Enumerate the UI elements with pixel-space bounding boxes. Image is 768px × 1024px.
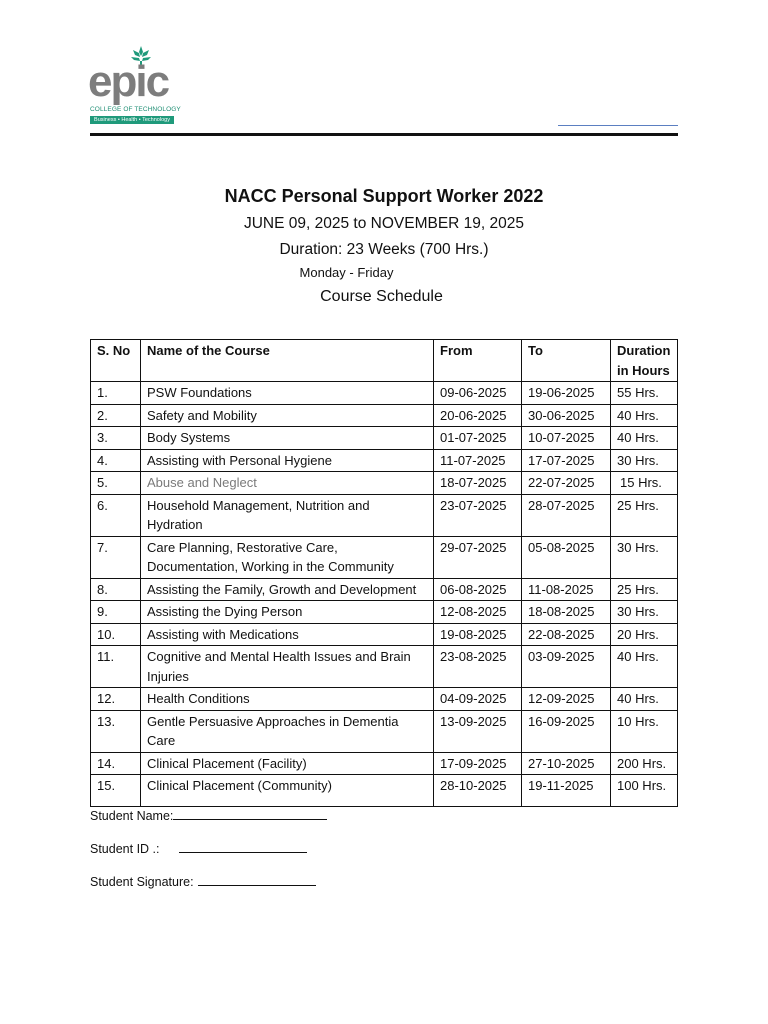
cell-sno: 12. [91,688,141,711]
student-id-field[interactable] [179,840,307,853]
cell-from: 11-07-2025 [434,449,522,472]
header-from: From [434,340,522,382]
student-id-label: Student ID .: [90,842,160,856]
cell-hours: 10 Hrs. [611,710,678,752]
cell-to: 16-09-2025 [522,710,611,752]
cell-hours: 200 Hrs. [611,752,678,775]
cell-hours: 100 Hrs. [611,775,678,807]
table-row [91,752,678,775]
cell-to: 19-06-2025 [522,382,611,405]
table-row [91,404,678,427]
cell-sno: 10. [91,623,141,646]
cell-to: 17-07-2025 [522,449,611,472]
cell-course-name: Abuse and Neglect [141,472,434,495]
cell-course-name: Clinical Placement (Facility) [141,752,434,775]
cell-to: 10-07-2025 [522,427,611,450]
cell-from: 18-07-2025 [434,472,522,495]
cell-to: 27-10-2025 [522,752,611,775]
cell-course-name: Assisting with Personal Hygiene [141,449,434,472]
header-sno: S. No [91,340,141,382]
cell-from: 20-06-2025 [434,404,522,427]
cell-from: 13-09-2025 [434,710,522,752]
cell-to: 28-07-2025 [522,494,611,536]
cell-from: 19-08-2025 [434,623,522,646]
cell-to: 12-09-2025 [522,688,611,711]
cell-sno: 7. [91,536,141,578]
header-duration: Duration in Hours [611,340,678,382]
cell-hours: 40 Hrs. [611,404,678,427]
student-name-field[interactable] [173,807,327,820]
cell-from: 09-06-2025 [434,382,522,405]
cell-course-name: Health Conditions [141,688,434,711]
cell-sno: 15. [91,775,141,807]
table-row [91,601,678,624]
cell-from: 04-09-2025 [434,688,522,711]
cell-from: 06-08-2025 [434,578,522,601]
logo-wordmark: epic [88,57,169,106]
header-course-name: Name of the Course [141,340,434,382]
cell-course-name: Body Systems [141,427,434,450]
student-signature-row [90,873,316,889]
student-signature-label: Student Signature: [90,875,194,889]
cell-from: 17-09-2025 [434,752,522,775]
cell-course-name: Safety and Mobility [141,404,434,427]
cell-to: 19-11-2025 [522,775,611,807]
cell-from: 23-07-2025 [434,494,522,536]
cell-course-name: Assisting the Family, Growth and Development [141,578,434,601]
cell-course-name: PSW Foundations [141,382,434,405]
table-row [91,775,678,807]
header-to: To [522,340,611,382]
header-divider [90,133,678,136]
student-signature-field[interactable] [198,873,316,886]
cell-course-name: Gentle Persuasive Approaches in Dementia Care [141,710,434,752]
document-title: NACC Personal Support Worker 2022 [224,186,544,206]
table-row [91,449,678,472]
cell-course-name: Cognitive and Mental Health Issues and Brain Injuries [141,646,434,688]
college-logo [88,44,181,128]
table-row [91,646,678,688]
document-titles [0,183,768,311]
table-row [91,623,678,646]
cell-sno: 2. [91,404,141,427]
cell-sno: 5. [91,472,141,495]
cell-to: 18-08-2025 [522,601,611,624]
cell-course-name: Household Management, Nutrition and Hydration [141,494,434,536]
cell-sno: 11. [91,646,141,688]
cell-course-name: Clinical Placement (Community) [141,775,434,807]
program-duration: Duration: 23 Weeks (700 Hrs.) [279,241,489,258]
cell-course-name: Assisting the Dying Person [141,601,434,624]
program-dates: JUNE 09, 2025 to NOVEMBER 19, 2025 [243,215,524,232]
table-row [91,688,678,711]
table-row [91,494,678,536]
cell-from: 23-08-2025 [434,646,522,688]
program-days: Monday - Friday [299,265,394,280]
cell-from: 12-08-2025 [434,601,522,624]
student-name-row [90,807,327,823]
cell-sno: 4. [91,449,141,472]
cell-hours: 20 Hrs. [611,623,678,646]
table-row [91,710,678,752]
cell-sno: 6. [91,494,141,536]
table-row [91,536,678,578]
schedule-heading: Course Schedule [320,288,443,305]
cell-hours: 15 Hrs. [611,472,678,495]
cell-hours: 30 Hrs. [611,536,678,578]
cell-to: 11-08-2025 [522,578,611,601]
table-row [91,427,678,450]
cell-to: 03-09-2025 [522,646,611,688]
cell-sno: 13. [91,710,141,752]
cell-sno: 1. [91,382,141,405]
logo-subtitle: COLLEGE OF TECHNOLOGY [90,106,181,113]
cell-from: 01-07-2025 [434,427,522,450]
course-schedule-table [90,339,678,807]
cell-sno: 14. [91,752,141,775]
cell-to: 22-08-2025 [522,623,611,646]
cell-sno: 3. [91,427,141,450]
cell-hours: 30 Hrs. [611,601,678,624]
cell-to: 30-06-2025 [522,404,611,427]
cell-hours: 25 Hrs. [611,494,678,536]
table-row [91,472,678,495]
cell-from: 29-07-2025 [434,536,522,578]
student-name-label: Student Name: [90,809,174,823]
cell-hours: 30 Hrs. [611,449,678,472]
cell-sno: 8. [91,578,141,601]
cell-sno: 9. [91,601,141,624]
cell-hours: 40 Hrs. [611,646,678,688]
table-row [91,382,678,405]
cell-hours: 40 Hrs. [611,427,678,450]
cell-hours: 25 Hrs. [611,578,678,601]
logo-tagline: Business • Health • Technology [90,116,174,124]
cell-hours: 40 Hrs. [611,688,678,711]
table-header-row [91,340,678,382]
header-link-underline [558,125,678,126]
cell-to: 05-08-2025 [522,536,611,578]
student-id-row [90,840,307,856]
cell-to: 22-07-2025 [522,472,611,495]
cell-course-name: Assisting with Medications [141,623,434,646]
cell-from: 28-10-2025 [434,775,522,807]
cell-hours: 55 Hrs. [611,382,678,405]
cell-course-name: Care Planning, Restorative Care, Documentation, Working in the Community [141,536,434,578]
table-row [91,578,678,601]
